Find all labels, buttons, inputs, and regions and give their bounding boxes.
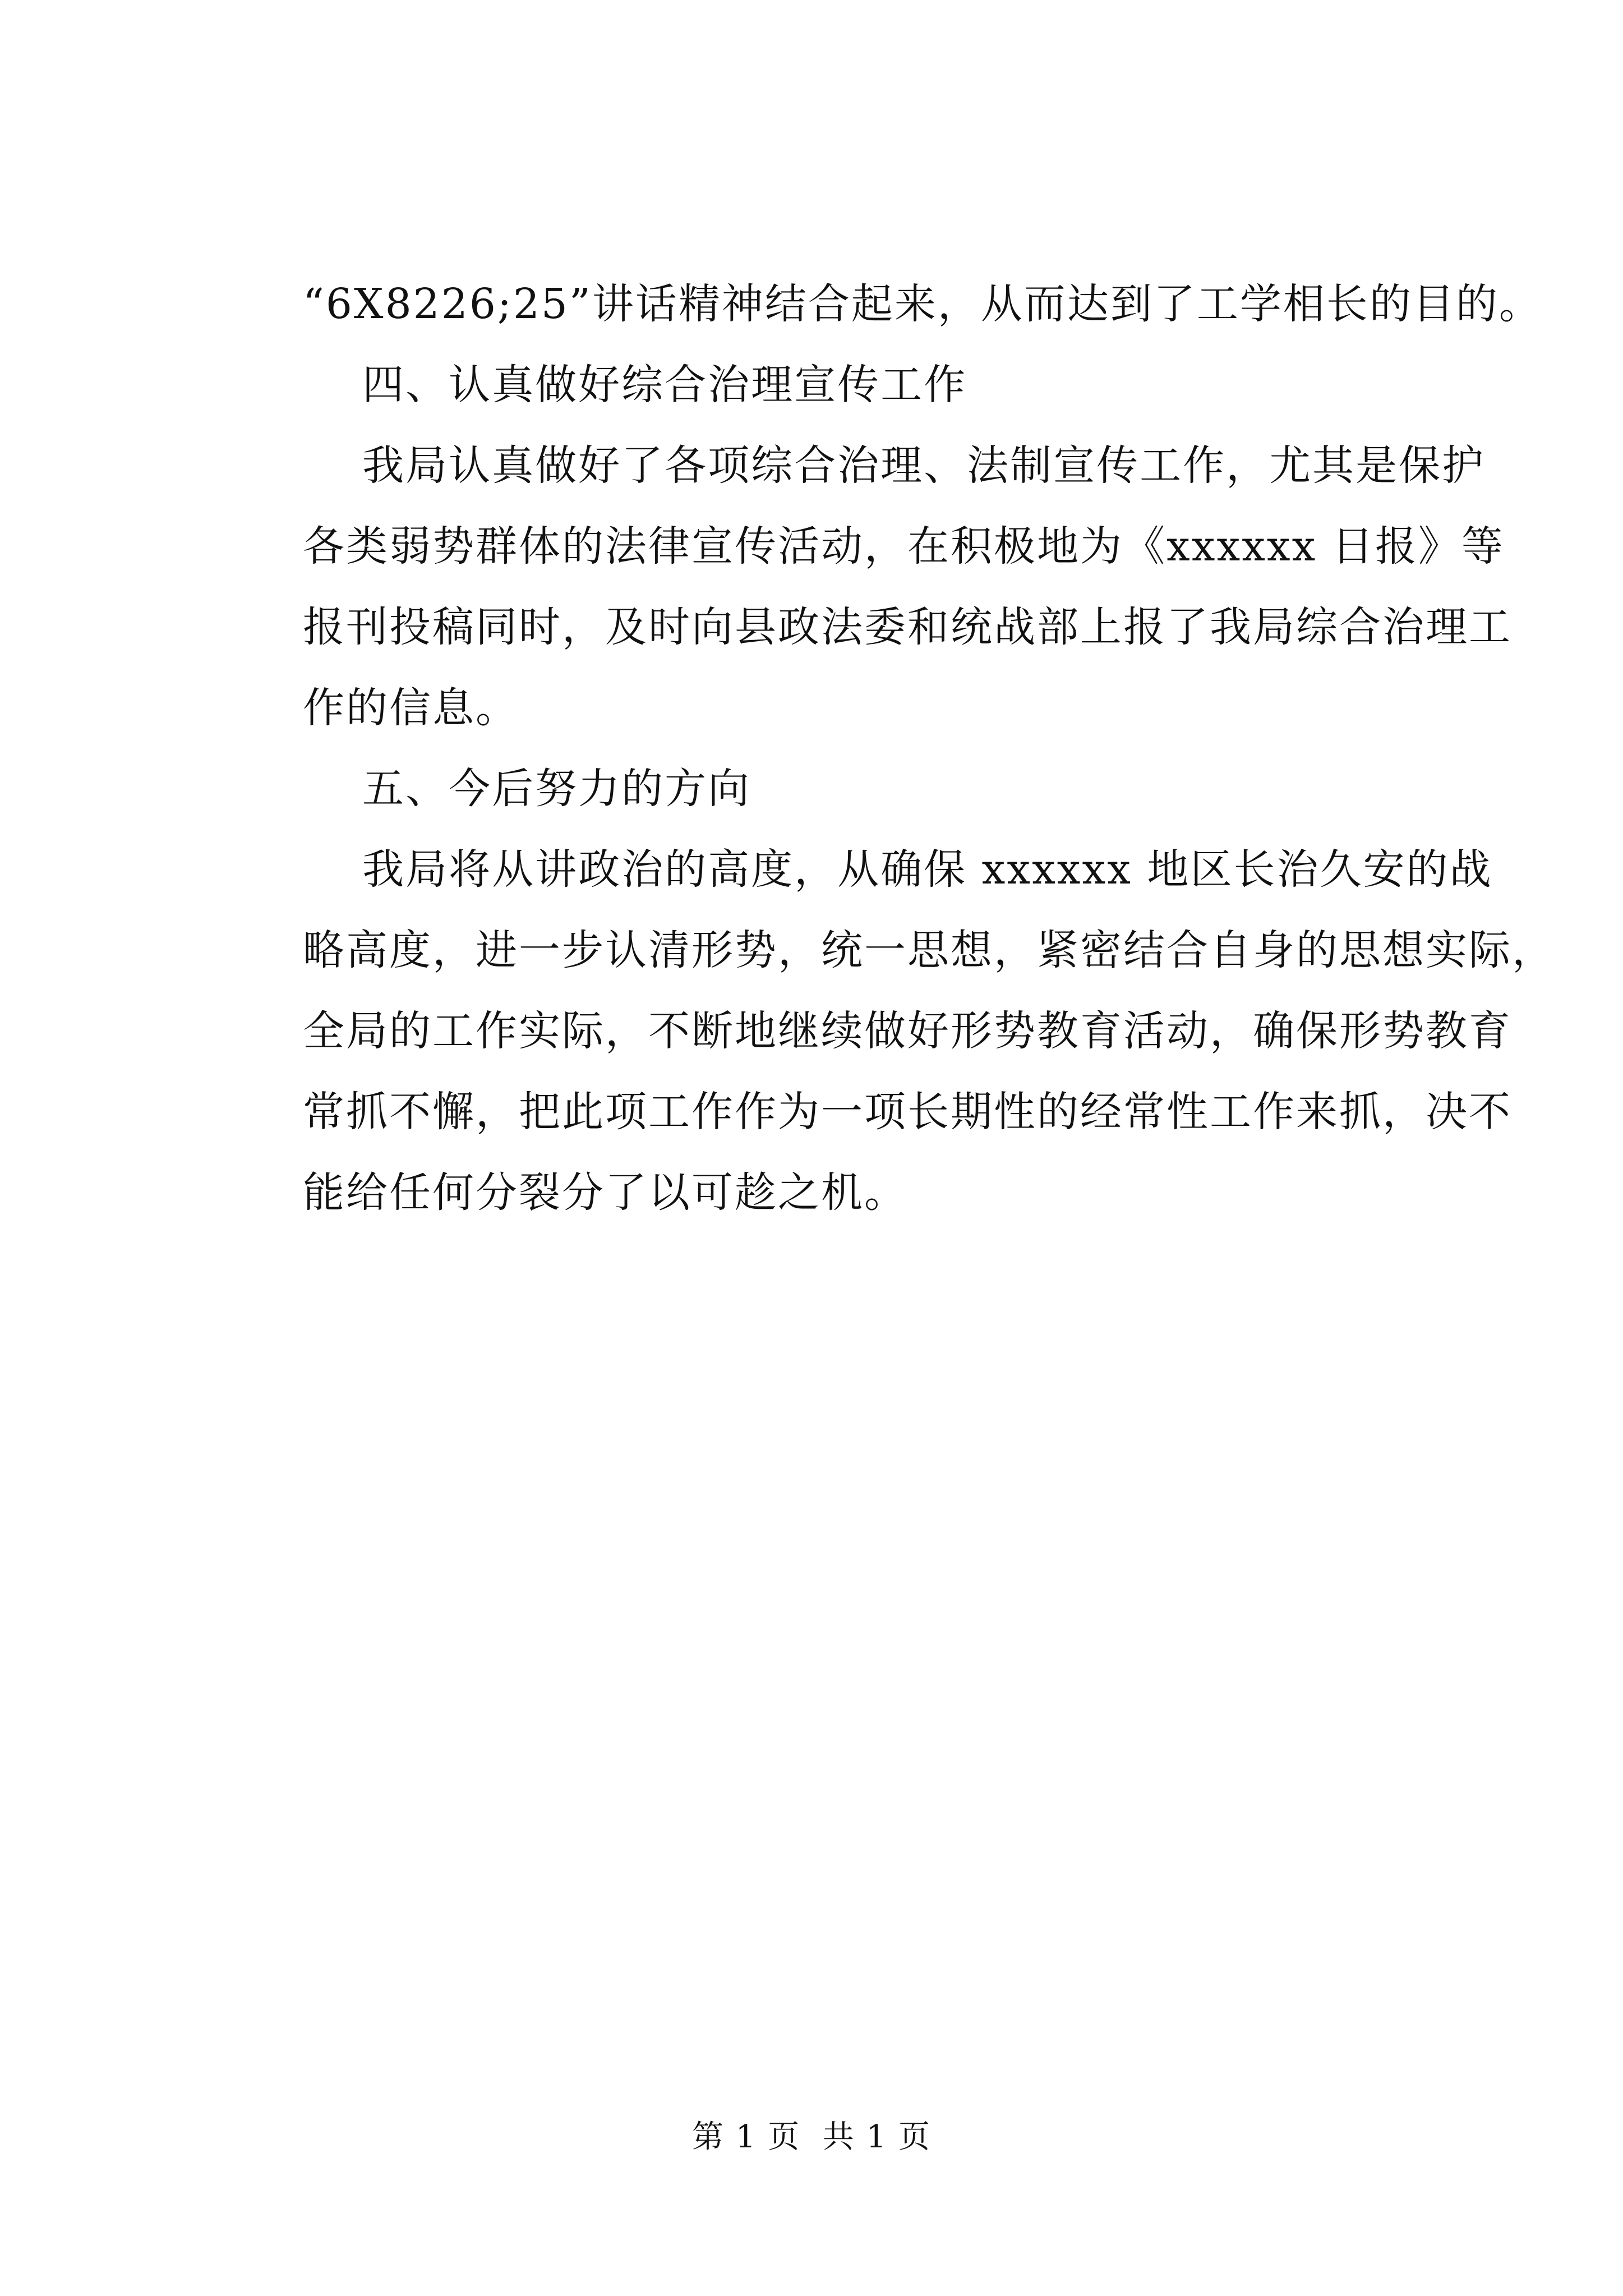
body-line: 我局将从讲政治的高度，从确保 xxxxxx 地区长治久安的战 <box>303 845 1493 894</box>
section-heading-four: 四、认真做好综合治理宣传工作 <box>303 361 967 409</box>
body-line: 全局的工作实际，不断地继续做好形势教育活动，确保形势教育 <box>303 1007 1512 1055</box>
body-line: 报刊投稿同时，及时向县政法委和统战部上报了我局综合治理工 <box>303 603 1512 651</box>
body-line: 作的信息。 <box>303 684 519 732</box>
body-line: 常抓不懈，把此项工作作为一项长期性的经常性工作来抓，决不 <box>303 1088 1512 1136</box>
page-footer: 第 1 页 共 1 页 <box>691 2119 932 2155</box>
section-heading-five: 五、今后努力的方向 <box>303 765 751 813</box>
body-line: 略高度，进一步认清形势，统一思想，紧密结合自身的思想实际， <box>303 926 1555 974</box>
body-line: “6X8226;25”讲话精神结合起来，从而达到了工学相长的目的。 <box>303 280 1542 328</box>
body-line: 能给任何分裂分了以可趁之机。 <box>303 1168 907 1217</box>
body-line: 各类弱势群体的法律宣传活动，在积极地为《xxxxxx 日报》等 <box>303 522 1505 570</box>
body-line: 我局认真做好了各项综合治理、法制宣传工作，尤其是保护 <box>303 441 1486 490</box>
document-body <box>303 264 1555 1233</box>
